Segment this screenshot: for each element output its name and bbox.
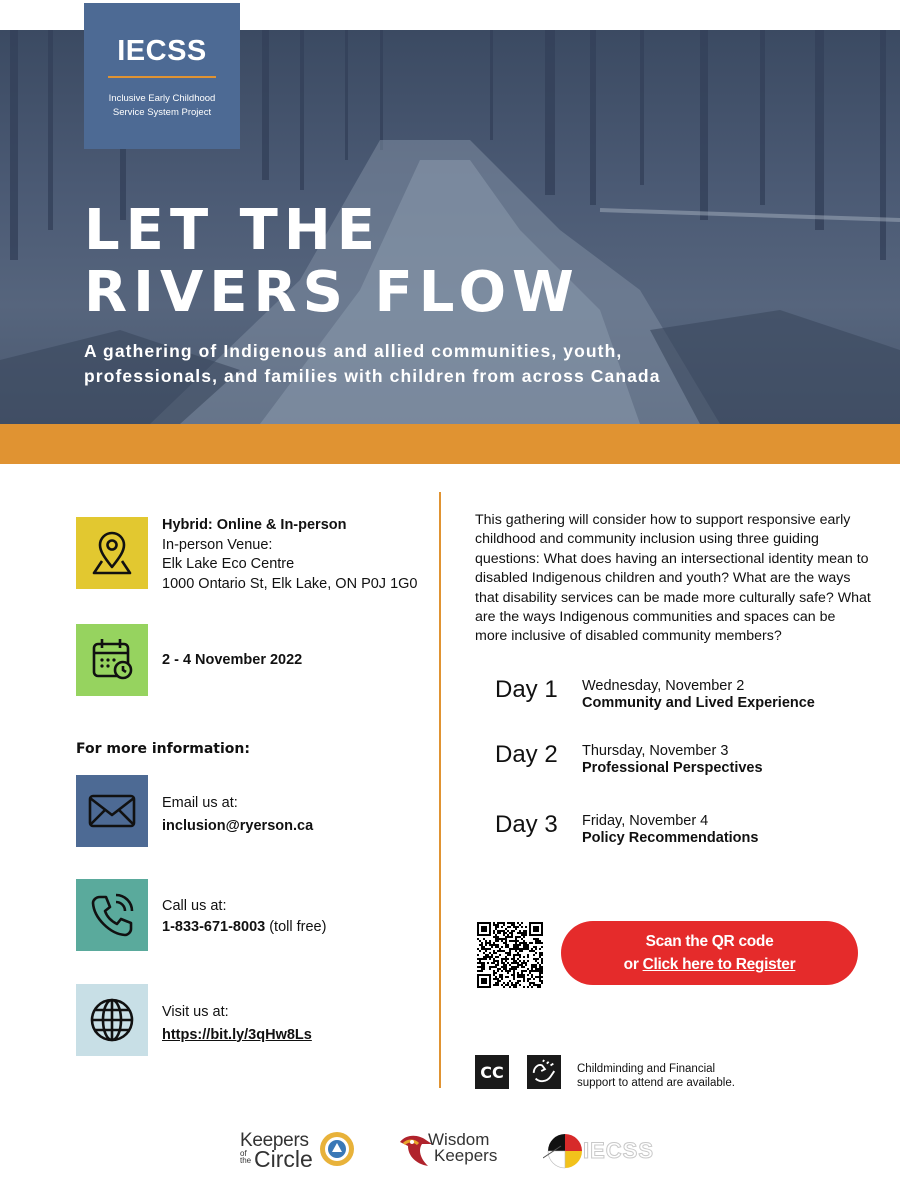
venue-label: In-person Venue: xyxy=(162,536,273,553)
registration-qr-code[interactable] xyxy=(477,922,543,988)
support-line2: support to attend are available. xyxy=(577,1076,735,1089)
headline-line1: LET THE xyxy=(84,198,381,263)
web-icon-tile xyxy=(76,984,148,1056)
globe-icon xyxy=(86,994,138,1046)
headline-line2: RIVERS FLOW xyxy=(84,260,580,325)
intro-paragraph: This gathering will consider how to support responsive early childhood and community inclusion using three guiding questions: What does having an intersectional identity mean to disabled Indigenous children and youth? What are the ways that disability services can be made more culturally safe? What are the ways Indigenous communities and spaces can be more inclusive of disabled community members? xyxy=(475,512,871,645)
register-prefix: or xyxy=(623,956,643,973)
schedule-day-3: Day 3 xyxy=(495,811,558,838)
email-icon-tile xyxy=(76,775,148,847)
schedule-day-3-details xyxy=(582,813,758,847)
dates-icon-tile xyxy=(76,624,148,696)
keepers-sun-emblem-icon xyxy=(318,1130,356,1168)
schedule-day-1-details xyxy=(582,678,815,712)
map-pin-icon xyxy=(86,527,138,579)
logo-title: IECSS xyxy=(117,35,207,67)
orange-divider-bar xyxy=(0,424,900,464)
email-label: Email us at: xyxy=(162,795,238,811)
logo-subtitle xyxy=(84,92,240,120)
tagline-line1: A gathering of Indigenous and allied communities, youth, xyxy=(84,341,623,361)
tagline-line2: professionals, and families with children from across Canada xyxy=(84,366,661,386)
venue-icon-tile xyxy=(76,517,148,589)
event-dates: 2 - 4 November 2022 xyxy=(162,652,303,668)
support-note xyxy=(577,1063,767,1090)
column-divider xyxy=(439,492,441,1088)
phone-icon-tile xyxy=(76,879,148,951)
more-info-heading: For more information: xyxy=(76,741,250,757)
phone-icon xyxy=(86,889,138,941)
phone-info xyxy=(162,897,326,937)
schedule-day-1-date: Wednesday, November 2 xyxy=(582,678,745,694)
schedule-day-3-theme: Policy Recommendations xyxy=(582,830,759,846)
schedule-day-1-theme: Community and Lived Experience xyxy=(582,695,815,711)
support-line1: Childminding and Financial xyxy=(577,1063,716,1075)
calendar-clock-icon xyxy=(86,634,138,686)
phone-note: (toll free) xyxy=(265,918,327,935)
sign-language-hands-icon xyxy=(530,1058,558,1086)
sign-language-icon xyxy=(527,1055,561,1089)
phone-label: Call us at: xyxy=(162,898,227,914)
schedule-day-2: Day 2 xyxy=(495,741,558,768)
keepers-word-2: Keepers xyxy=(434,1146,498,1165)
logo-subtitle-line1: Inclusive Early Childhood xyxy=(108,93,216,104)
event-headline xyxy=(84,200,580,324)
register-link[interactable]: Click here to Register xyxy=(642,956,796,973)
of-word: of xyxy=(240,1149,247,1158)
venue-name: Elk Lake Eco Centre xyxy=(162,556,295,572)
email-info xyxy=(162,794,313,836)
register-line1: Scan the QR code xyxy=(645,933,774,950)
wisdom-keepers-logo xyxy=(398,1130,508,1172)
schedule-day-1: Day 1 xyxy=(495,676,558,703)
iecss-footer-logo xyxy=(543,1132,668,1170)
register-button[interactable] xyxy=(561,921,858,985)
phone-number[interactable]: 1-833-671-8003 xyxy=(162,918,266,935)
logo-subtitle-line2: Service System Project xyxy=(112,107,212,118)
website-link[interactable]: https://bit.ly/3qHw8Ls xyxy=(162,1026,312,1043)
medicine-wheel-icon xyxy=(543,1132,585,1170)
web-info xyxy=(162,1003,312,1045)
envelope-icon xyxy=(86,785,138,837)
venue-address: 1000 Ontario St, Elk Lake, ON P0J 1G0 xyxy=(162,575,418,592)
the-word: the xyxy=(240,1156,252,1165)
venue-info xyxy=(162,516,418,594)
keepers-word: Keepers xyxy=(240,1130,309,1151)
keepers-of-the-circle-logo xyxy=(238,1130,358,1170)
closed-captions-icon: CC xyxy=(475,1055,509,1089)
email-address-link[interactable]: inclusion@ryerson.ca xyxy=(162,817,314,834)
schedule-day-2-details xyxy=(582,743,763,777)
logo-divider xyxy=(108,76,216,78)
of-the-words xyxy=(240,1150,251,1164)
event-tagline xyxy=(84,339,864,389)
web-label: Visit us at: xyxy=(162,1004,229,1020)
schedule-day-3-date: Friday, November 4 xyxy=(582,813,709,829)
venue-title: Hybrid: Online & In-person xyxy=(162,517,347,533)
schedule-day-2-theme: Professional Perspectives xyxy=(582,760,763,776)
schedule-day-2-date: Thursday, November 3 xyxy=(582,743,729,759)
iecss-logo-box xyxy=(84,3,240,149)
wisdom-word: Wisdom xyxy=(428,1130,490,1149)
circle-word: Circle xyxy=(254,1146,313,1172)
iecss-footer-text: IECSS xyxy=(583,1138,655,1163)
